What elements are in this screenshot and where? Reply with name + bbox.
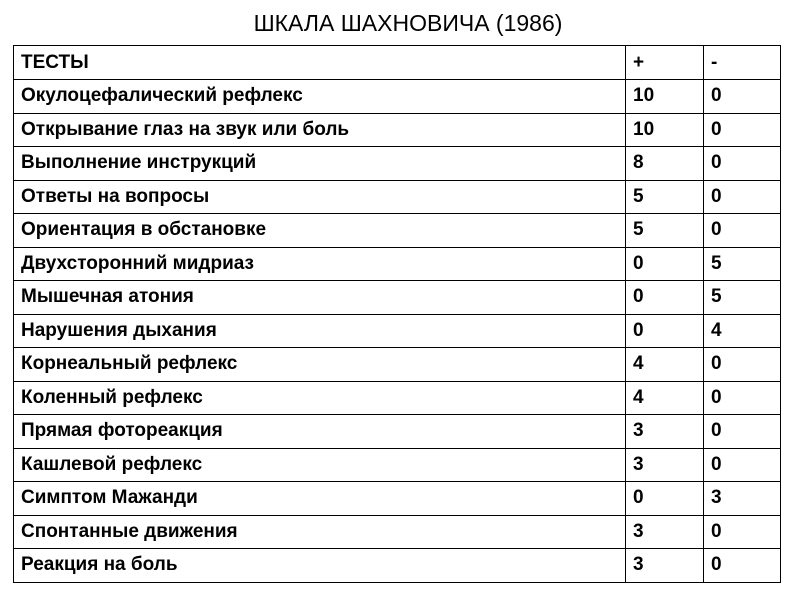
test-name: Окулоцефалический рефлекс (14, 80, 626, 114)
minus-score: 0 (704, 80, 781, 114)
test-name: Корнеальный рефлекс (14, 348, 626, 382)
test-name: Прямая фотореакция (14, 415, 626, 449)
table-row (14, 348, 781, 382)
minus-score: 4 (704, 314, 781, 348)
plus-score: 8 (626, 147, 704, 181)
plus-score: 3 (626, 448, 704, 482)
test-name: Мышечная атония (14, 281, 626, 315)
table-header-row (14, 46, 781, 80)
plus-score: 0 (626, 314, 704, 348)
table-row (14, 247, 781, 281)
table-row (14, 482, 781, 516)
plus-score: 0 (626, 247, 704, 281)
table-row (14, 281, 781, 315)
test-name: Ответы на вопросы (14, 180, 626, 214)
plus-score: 4 (626, 381, 704, 415)
plus-score: 10 (626, 113, 704, 147)
table-row (14, 515, 781, 549)
page-title: ШКАЛА ШАХНОВИЧА (1986) (253, 10, 563, 36)
table-row (14, 415, 781, 449)
test-name: Открывание глаз на звук или боль (14, 113, 626, 147)
test-name: Кашлевой рефлекс (14, 448, 626, 482)
minus-score: 0 (704, 448, 781, 482)
header-minus: - (704, 46, 781, 80)
minus-score: 3 (704, 482, 781, 516)
minus-score: 5 (704, 281, 781, 315)
minus-score: 0 (704, 549, 781, 583)
plus-score: 10 (626, 80, 704, 114)
header-tests: ТЕСТЫ (14, 46, 626, 80)
plus-score: 5 (626, 214, 704, 248)
test-name: Симптом Мажанди (14, 482, 626, 516)
table-row (14, 147, 781, 181)
plus-score: 3 (626, 549, 704, 583)
header-plus: + (626, 46, 704, 80)
plus-score: 4 (626, 348, 704, 382)
test-name: Реакция на боль (14, 549, 626, 583)
minus-score: 0 (704, 515, 781, 549)
minus-score: 0 (704, 147, 781, 181)
minus-score: 0 (704, 415, 781, 449)
test-name: Ориентация в обстановке (14, 214, 626, 248)
minus-score: 0 (704, 180, 781, 214)
table-row (14, 113, 781, 147)
test-name: Нарушения дыхания (14, 314, 626, 348)
shakhnovich-scale-table (13, 45, 781, 583)
minus-score: 5 (704, 247, 781, 281)
plus-score: 5 (626, 180, 704, 214)
plus-score: 0 (626, 281, 704, 315)
table-row (14, 381, 781, 415)
table-row (14, 180, 781, 214)
plus-score: 3 (626, 515, 704, 549)
table-row (14, 314, 781, 348)
table-row (14, 549, 781, 583)
plus-score: 3 (626, 415, 704, 449)
test-name: Двухсторонний мидриаз (14, 247, 626, 281)
minus-score: 0 (704, 214, 781, 248)
test-name: Выполнение инструкций (14, 147, 626, 181)
minus-score: 0 (704, 348, 781, 382)
minus-score: 0 (704, 381, 781, 415)
minus-score: 0 (704, 113, 781, 147)
test-name: Коленный рефлекс (14, 381, 626, 415)
test-name: Спонтанные движения (14, 515, 626, 549)
table-row (14, 214, 781, 248)
table-row (14, 448, 781, 482)
plus-score: 0 (626, 482, 704, 516)
table-row (14, 80, 781, 114)
